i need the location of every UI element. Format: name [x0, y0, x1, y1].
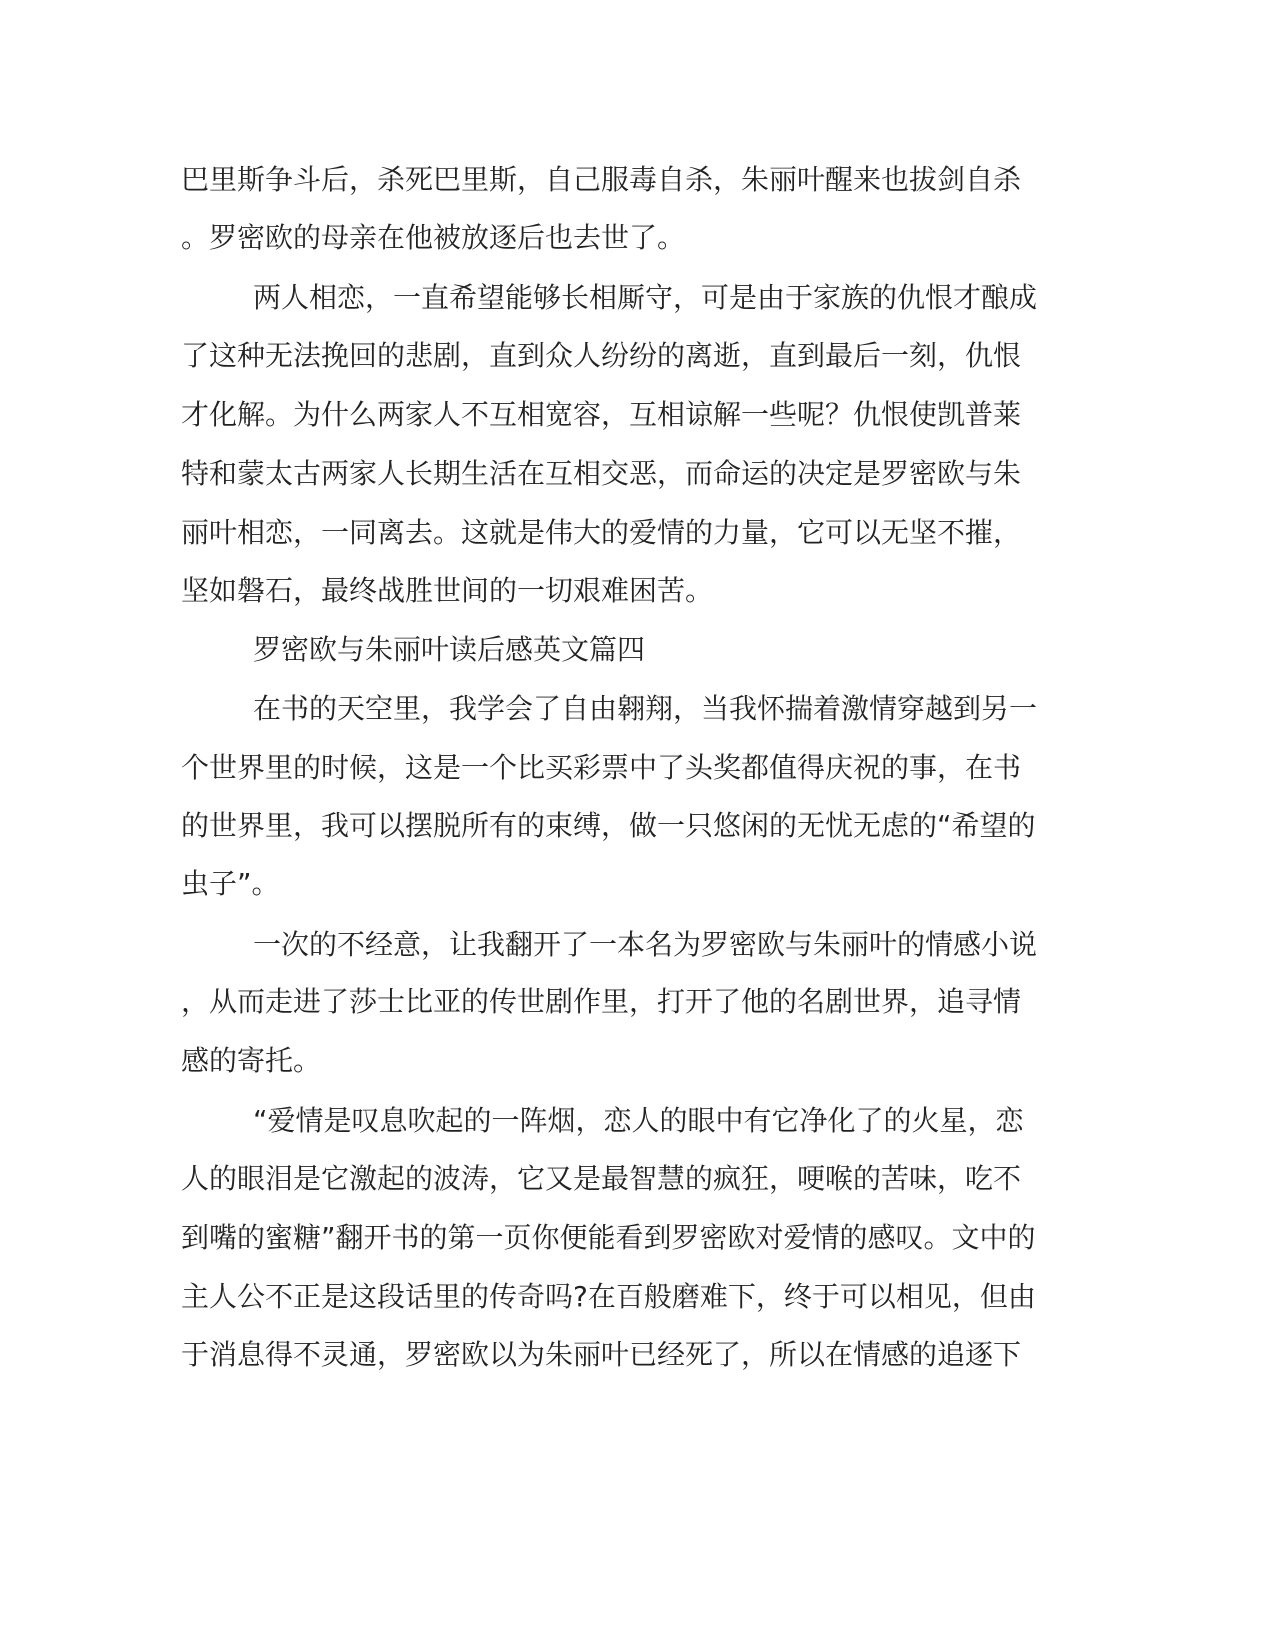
- section-heading: 罗密欧与朱丽叶读后感英文篇四: [253, 633, 646, 666]
- text-line: 在书的天空里，我学会了自由翱翔，当我怀揣着激情穿越到另一: [253, 692, 1038, 725]
- text-line: 才化解。为什么两家人不互相宽容，互相谅解一些呢？仇恨使凯普莱: [181, 398, 1022, 431]
- text-line: 虫子”。: [181, 867, 280, 900]
- text-line: 特和蒙太古两家人长期生活在互相交恶，而命运的决定是罗密欧与朱: [181, 457, 1022, 490]
- text-line: 到嘴的蜜糖”翻开书的第一页你便能看到罗密欧对爱情的感叹。文中的: [181, 1221, 1036, 1254]
- text-line: 一次的不经意，让我翻开了一本名为罗密欧与朱丽叶的情感小说: [253, 928, 1038, 961]
- text-line: 人的眼泪是它激起的波涛，它又是最智慧的疯狂，哽喉的苦味，吃不: [181, 1162, 1022, 1195]
- text-line: 巴里斯争斗后，杀死巴里斯，自己服毒自杀，朱丽叶醒来也拔剑自杀: [181, 163, 1022, 196]
- text-line: 的世界里，我可以摆脱所有的束缚，做一只悠闲的无忧无虑的“希望的: [181, 809, 1036, 842]
- text-line: ，从而走进了莎士比亚的传世剧作里，打开了他的名剧世界，追寻情: [181, 985, 1022, 1018]
- text-line: 了这种无法挽回的悲剧，直到众人纷纷的离逝，直到最后一刻，仇恨: [181, 339, 1022, 372]
- text-line: 两人相恋，一直希望能够长相厮守，可是由于家族的仇恨才酿成: [253, 281, 1038, 314]
- text-line: 主人公不正是这段话里的传奇吗?在百般磨难下，终于可以相见，但由: [181, 1280, 1036, 1313]
- text-line: 于消息得不灵通，罗密欧以为朱丽叶已经死了，所以在情感的追逐下: [181, 1338, 1022, 1371]
- text-line: 。罗密欧的母亲在他被放逐后也去世了。: [181, 221, 686, 254]
- text-line: 个世界里的时候，这是一个比买彩票中了头奖都值得庆祝的事，在书: [181, 751, 1022, 784]
- text-line: 感的寄托。: [181, 1044, 322, 1077]
- text-line: “爱情是叹息吹起的一阵烟，恋人的眼中有它净化了的火星，恋: [253, 1104, 1024, 1137]
- text-line: 丽叶相恋，一同离去。这就是伟大的爱情的力量，它可以无坚不摧，: [181, 516, 1022, 549]
- text-line: 坚如磐石，最终战胜世间的一切艰难困苦。: [181, 574, 714, 607]
